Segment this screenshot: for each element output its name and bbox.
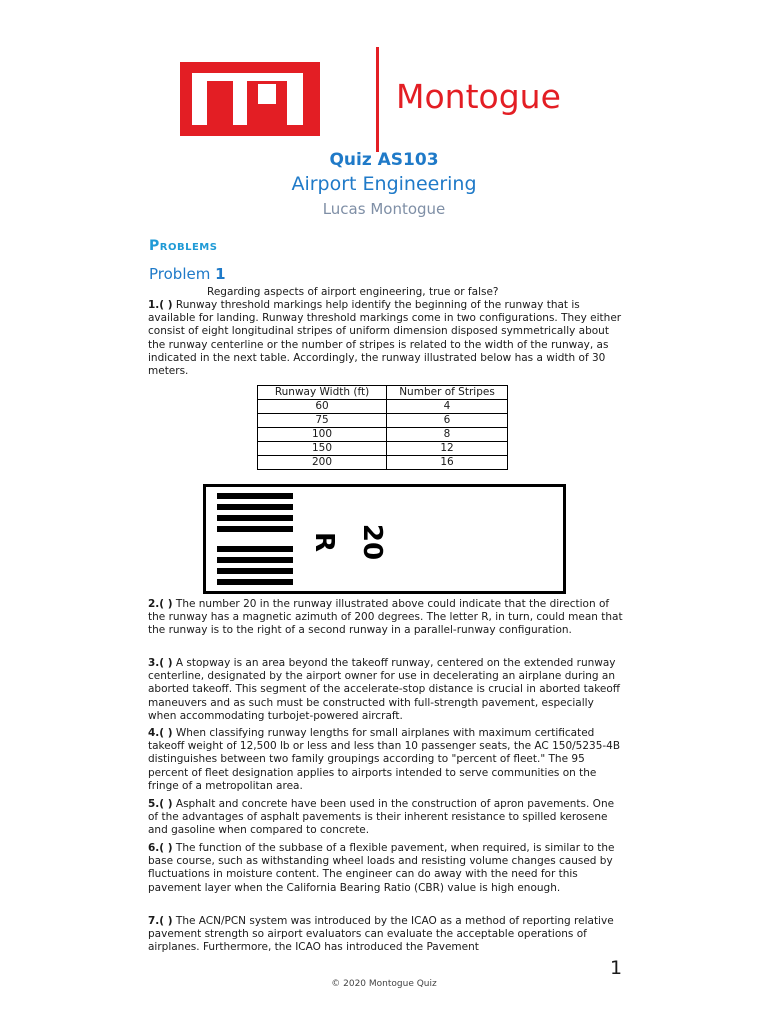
runway-number: 20 [357, 523, 388, 561]
threshold-stripe [217, 568, 293, 574]
runway-illustration [203, 484, 566, 594]
question-text: Asphalt and concrete have been used in the construction of apron pavements. One of the advantages of asphalt pavements is their inherent resistance to spilled kerosene and gasoline when compared to concrete. [148, 798, 615, 837]
threshold-stripe [217, 493, 293, 499]
quiz-subject: Airport Engineering [291, 173, 477, 195]
runway-designation [309, 507, 394, 571]
question-text: The ACN/PCN system was introduced by the ICAO as a method of reporting relative pavement strength so airport evaluators can evaluate the acceptable operations of airplanes. Furthermore, the ICAO has introduced the Pavement [148, 915, 614, 954]
problem-intro: Regarding aspects of airport engineering, true or false? [207, 286, 499, 298]
montogue-logo-icon [180, 62, 320, 136]
table-row [258, 456, 508, 470]
threshold-stripe [217, 557, 293, 563]
table-cell: 60 [258, 400, 387, 414]
question-text: When classifying runway lengths for small airplanes with maximum certificated takeoff weight of 12,500 lb or less and less than 10 passenger seats, the AC 150/5235-4B distinguishes between two family groupings according to "percent of fleet." The 95 percent of fleet designation applies to airports intended to serve communities on the fringe of a metropolitan area. [148, 727, 621, 792]
question-number: 4.( ) [148, 727, 173, 739]
question-item [148, 657, 623, 723]
table-cell: 75 [258, 414, 387, 428]
page-number: 1 [610, 957, 623, 979]
question-number: 1.( ) [148, 299, 173, 311]
question-item [148, 798, 623, 838]
table-row [258, 428, 508, 442]
table-row [258, 442, 508, 456]
question-number: 3.( ) [148, 657, 173, 669]
section-heading: Problems [149, 238, 218, 254]
problem-label: Problem [149, 265, 211, 283]
table-cell: 8 [387, 428, 508, 442]
table-row [258, 414, 508, 428]
runway-stripes-table [257, 385, 508, 470]
footer: © 2020 Montogue Quiz [331, 979, 437, 989]
table-header: Runway Width (ft) [258, 386, 387, 400]
table-cell: 16 [387, 456, 508, 470]
author: Lucas Montogue [322, 200, 446, 218]
question-number: 7.( ) [148, 915, 173, 927]
question-item [148, 842, 623, 895]
runway-letter: R [309, 531, 340, 553]
question-item [148, 299, 623, 378]
threshold-stripe [217, 546, 293, 552]
question-item [148, 915, 623, 955]
question-item [148, 598, 623, 638]
threshold-stripe [217, 504, 293, 510]
problem-number: 1 [215, 265, 226, 283]
table-cell: 150 [258, 442, 387, 456]
table-header: Number of Stripes [387, 386, 508, 400]
table-header-row [258, 386, 508, 400]
question-text: The number 20 in the runway illustrated above could indicate that the direction of the runway has a magnetic azimuth of 200 degrees. The letter R, in turn, could mean that the runway is to the right of a second runway in a parallel-runway configuration. [148, 598, 623, 637]
table-cell: 100 [258, 428, 387, 442]
threshold-stripe [217, 526, 293, 532]
brand-name: Montogue [396, 77, 561, 116]
question-number: 6.( ) [148, 842, 173, 854]
question-item [148, 727, 623, 793]
question-number: 5.( ) [148, 798, 173, 810]
table-row [258, 400, 508, 414]
table-cell: 200 [258, 456, 387, 470]
threshold-stripe [217, 579, 293, 585]
table-cell: 12 [387, 442, 508, 456]
problem-heading [149, 265, 226, 283]
table-cell: 4 [387, 400, 508, 414]
question-text: The function of the subbase of a flexible pavement, when required, is similar to the base course, such as withstanding wheel loads and resisting volume changes caused by fluctuations in moisture content. The engineer can do away with the need for this pavement layer when the California Bearing Ratio (CBR) value is high enough. [148, 842, 615, 894]
question-text: A stopway is an area beyond the takeoff runway, centered on the extended runway centerline, designated by the airport owner for use in decelerating an airplane during an aborted takeoff. This segment of the accelerate-stop distance is crucial in aborted takeoff maneuvers and as such must be constructed with full-strength pavement, especially when accommodating turbojet-powered aircraft. [148, 657, 621, 722]
question-text: Runway threshold markings help identify the beginning of the runway that is available for landing. Runway threshold markings come in two configurations. They either consist of eight longitudinal stripes of uniform dimension disposed symmetrically about the runway centerline or the number of stripes is related to the width of the runway, as indicated in the next table. Accordingly, the runway illustrated below has a width of 30 meters. [148, 299, 622, 378]
question-number: 2.( ) [148, 598, 173, 610]
threshold-stripe [217, 515, 293, 521]
logo-divider [376, 47, 379, 152]
quiz-code: Quiz AS103 [329, 150, 439, 170]
table-cell: 6 [387, 414, 508, 428]
